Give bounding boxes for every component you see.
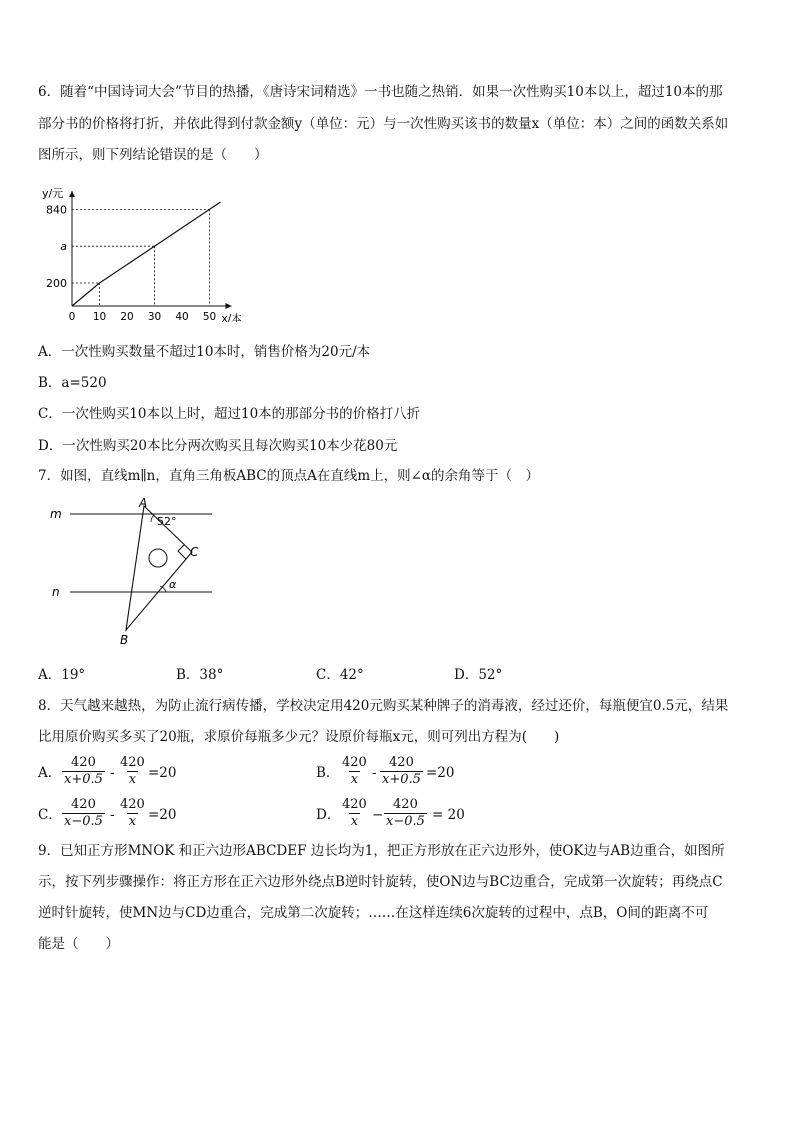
x-tick-20: 20 [120, 311, 134, 322]
q7-figure [40, 494, 240, 654]
q8-d-frac1: $\frac{420}{x}$ [342, 797, 367, 829]
label-alpha: α [169, 578, 177, 591]
x-tick-10: 10 [92, 311, 107, 322]
q7-option-a: A．19° [38, 667, 86, 683]
q8-c-op: - [110, 807, 115, 823]
q8-c-frac2: $\frac{420}{x}$ [120, 797, 145, 829]
y-tick-840: 840 [46, 203, 67, 217]
q7-option-b: B．38° [176, 667, 224, 683]
x-axis-label: x/本 [221, 313, 242, 322]
q6-option-b: B．a=520 [38, 375, 107, 391]
q8-a-frac1: $\frac{420}{x+0.5}$ [64, 755, 103, 787]
label-m: m [50, 507, 62, 521]
q8-c-label: C． [38, 807, 62, 823]
triangle-hole [149, 549, 167, 567]
q8-a-rhs: =20 [148, 765, 177, 781]
q8-d-frac2: $\frac{420}{x-0.5}$ [386, 797, 425, 829]
q9-line-1: 9．已知正方形MNOK 和正六边形ABCDEF 边长均为1，把正方形放在正六边形外，使OK边与AB边重合，如图所 [38, 843, 725, 859]
q7-line: 7．如图，直线m∥n，直角三角板ABC的顶点A在直线m上，则∠α的余角等于（ ） [38, 468, 540, 484]
q7-option-d: D．52° [454, 667, 503, 683]
x-axis-arrow [226, 303, 232, 309]
q6-line-2: 部分书的价格将打折，并依此得到付款金额y（单位：元）与一次性购买该书的数量x（单位：本）之间的函数关系如 [38, 116, 729, 132]
x-tick-40: 40 [175, 311, 189, 322]
q8-b-frac2: $\frac{420}{x+0.5}$ [382, 755, 421, 787]
label-a: A [139, 496, 148, 510]
q9-line-2: 示，按下列步骤操作：将正方形在正六边形外绕点B逆时针旋转，使ON边与BC边重合，完成第一次旋转；再绕点C [38, 874, 723, 890]
q8-a-frac2: $\frac{420}{x}$ [120, 755, 145, 787]
label-b: B [120, 633, 129, 647]
q8-a-op: - [110, 765, 115, 781]
chart-series [72, 202, 221, 306]
q6-line-1: 6．随着“中国诗词大会”节目的热播，《唐诗宋词精选》一书也随之热销．如果一次性购买10本以上，超过10本的那 [38, 84, 723, 100]
q8-d-label: D． [316, 807, 341, 823]
label-c: C [190, 545, 199, 559]
q6-line-3: 图所示，则下列结论错误的是（ ） [38, 147, 268, 163]
q6-option-d: D．一次性购买20本比分两次购买且每次购买10本少花80元 [38, 438, 398, 454]
q7-option-c: C．42° [316, 667, 364, 683]
right-angle-mark [178, 545, 186, 559]
q9-line-4: 能是（ ） [38, 936, 119, 952]
q6-option-a: A．一次性购买数量不超过10本时，销售价格为20元/本 [38, 344, 371, 360]
x-tick-0: 0 [68, 311, 76, 322]
q8-b-op: - [372, 765, 377, 781]
y-axis-arrow [69, 191, 75, 197]
q8-c-frac1: $\frac{420}{x-0.5}$ [64, 797, 103, 829]
x-tick-30: 30 [147, 311, 162, 322]
q9-line-3: 逆时针旋转，使MN边与CD边重合，完成第二次旋转；……在这样连续6次旋转的过程中，点B，O间的距离不可 [38, 905, 709, 921]
q6-option-c: C．一次性购买10本以上时，超过10本的那部分书的价格打八折 [38, 406, 421, 422]
q8-c-rhs: =20 [148, 807, 177, 823]
x-tick-50: 50 [202, 311, 217, 322]
q8-a-label: A． [38, 765, 62, 781]
q8-b-frac1: $\frac{420}{x}$ [342, 755, 367, 787]
q8-d-rhs: = 20 [432, 807, 465, 823]
q6-chart [30, 172, 270, 322]
q8-line-2: 比用原价购买多买了20瓶，求原价每瓶多少元？设原价每瓶x元，则可列出方程为( ) [38, 729, 560, 745]
y-axis-label: y/元 [42, 187, 64, 200]
q8-b-rhs: =20 [426, 765, 455, 781]
angle-52-arc [151, 515, 154, 522]
q8-line-1: 8．天气越来越热，为防止流行病传播，学校决定用420元购买某种牌子的消毒液，经过还价，每瓶便宜0.5元，结果 [38, 698, 729, 714]
y-tick-a: a [60, 240, 67, 254]
label-n: n [52, 585, 60, 599]
chart-axes [69, 191, 232, 309]
y-tick-200: 200 [46, 277, 67, 290]
series-line [72, 202, 221, 306]
q8-b-label: B． [316, 765, 340, 781]
label-52: 52° [157, 515, 177, 528]
q8-d-op: − [372, 807, 384, 823]
